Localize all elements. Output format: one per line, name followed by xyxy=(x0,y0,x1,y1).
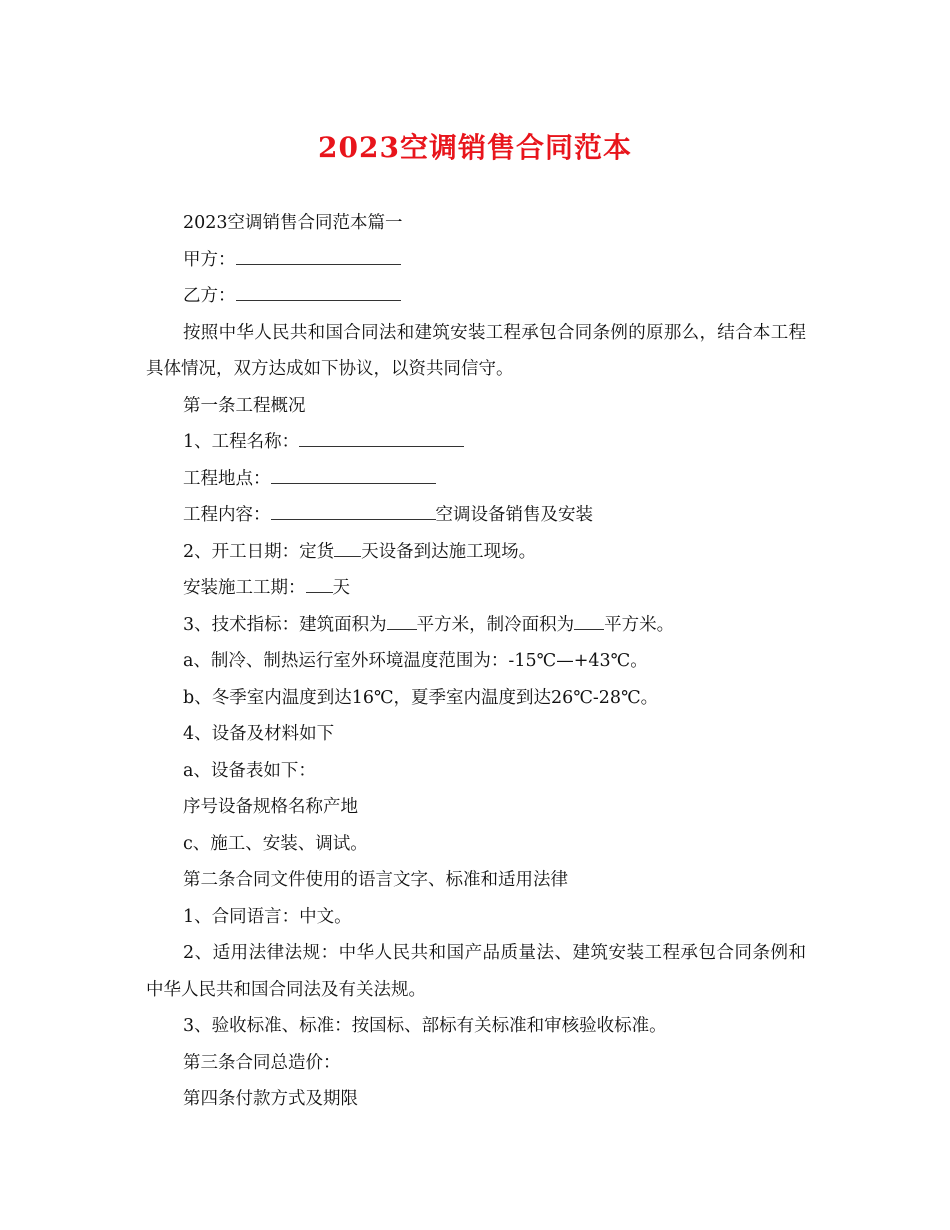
article-1-heading: 第一条工程概况 xyxy=(183,395,306,416)
document-body xyxy=(146,205,806,1118)
project-location-line xyxy=(146,461,806,498)
party-b-label: 乙方： xyxy=(183,286,236,306)
party-a-label: 甲方： xyxy=(183,249,236,270)
article-3-heading: 第三条合同总造价： xyxy=(183,1052,341,1073)
intro-paragraph: 按照中华人民共和国合同法和建筑安装工程承包合同条例的原那么，结合本工程具体情况，双方达成如下协议，以资共同信守。 xyxy=(146,322,806,379)
party-b-line xyxy=(146,278,806,315)
project-content-tail: 空调设备销售及安装 xyxy=(435,505,593,525)
tech-item-b: b、冬季室内温度到达16℃，夏季室内温度到达26℃-28℃。 xyxy=(183,687,659,708)
project-name-line xyxy=(146,424,806,461)
project-location-blank xyxy=(271,467,436,484)
article-2-heading: 第二条合同文件使用的语言文字、标准和适用法律 xyxy=(183,870,568,890)
party-b-blank xyxy=(236,284,401,301)
tech-item-a: a、制冷、制热运行室外环境温度范围为：-15℃—+43℃。 xyxy=(183,651,648,671)
tech-spec-c: 平方米。 xyxy=(604,614,675,635)
cooling-area-blank xyxy=(574,613,604,630)
project-content-label: 工程内容： xyxy=(183,505,271,525)
party-a-blank xyxy=(236,248,401,265)
install-period-a: 安装施工工期： xyxy=(183,578,306,598)
equipment-columns: 序号设备规格名称产地 xyxy=(183,797,358,817)
applicable-law: 2、适用法律法规：中华人民共和国产品质量法、建筑安装工程承包合同条例和中华人民共和国合同法及有关法规。 xyxy=(146,943,806,1000)
equipment-item-c: c、施工、安装、调试。 xyxy=(183,833,368,854)
contract-language: 1、合同语言：中文。 xyxy=(183,906,352,927)
document-title: 2023空调销售合同范本 xyxy=(318,131,632,164)
subtitle: 2023空调销售合同范本篇一 xyxy=(183,213,403,233)
tech-spec-line xyxy=(146,607,806,644)
party-a-line xyxy=(146,242,806,279)
start-date-b: 天设备到达施工现场。 xyxy=(361,541,537,562)
start-date-line xyxy=(146,534,806,571)
equipment-heading: 4、设备及材料如下 xyxy=(183,724,335,744)
tech-spec-a: 3、技术指标：建筑面积为 xyxy=(183,614,387,635)
article-4-heading: 第四条付款方式及期限 xyxy=(183,1089,358,1109)
building-area-blank xyxy=(387,613,417,630)
install-period-line xyxy=(146,570,806,607)
project-content-blank xyxy=(271,503,436,520)
project-name-blank xyxy=(299,430,464,447)
start-date-a: 2、开工日期：定货 xyxy=(183,541,335,562)
equipment-item-a: a、设备表如下： xyxy=(183,760,316,781)
install-period-blank xyxy=(306,576,333,593)
install-period-b: 天 xyxy=(332,578,350,598)
start-date-blank xyxy=(334,540,361,557)
project-location-label: 工程地点： xyxy=(183,468,271,489)
project-name-label: 1、工程名称： xyxy=(183,432,300,452)
project-content-line xyxy=(146,497,806,534)
acceptance-standard: 3、验收标准、标准：按国标、部标有关标准和审核验收标准。 xyxy=(183,1016,667,1036)
tech-spec-b: 平方米，制冷面积为 xyxy=(416,614,575,635)
